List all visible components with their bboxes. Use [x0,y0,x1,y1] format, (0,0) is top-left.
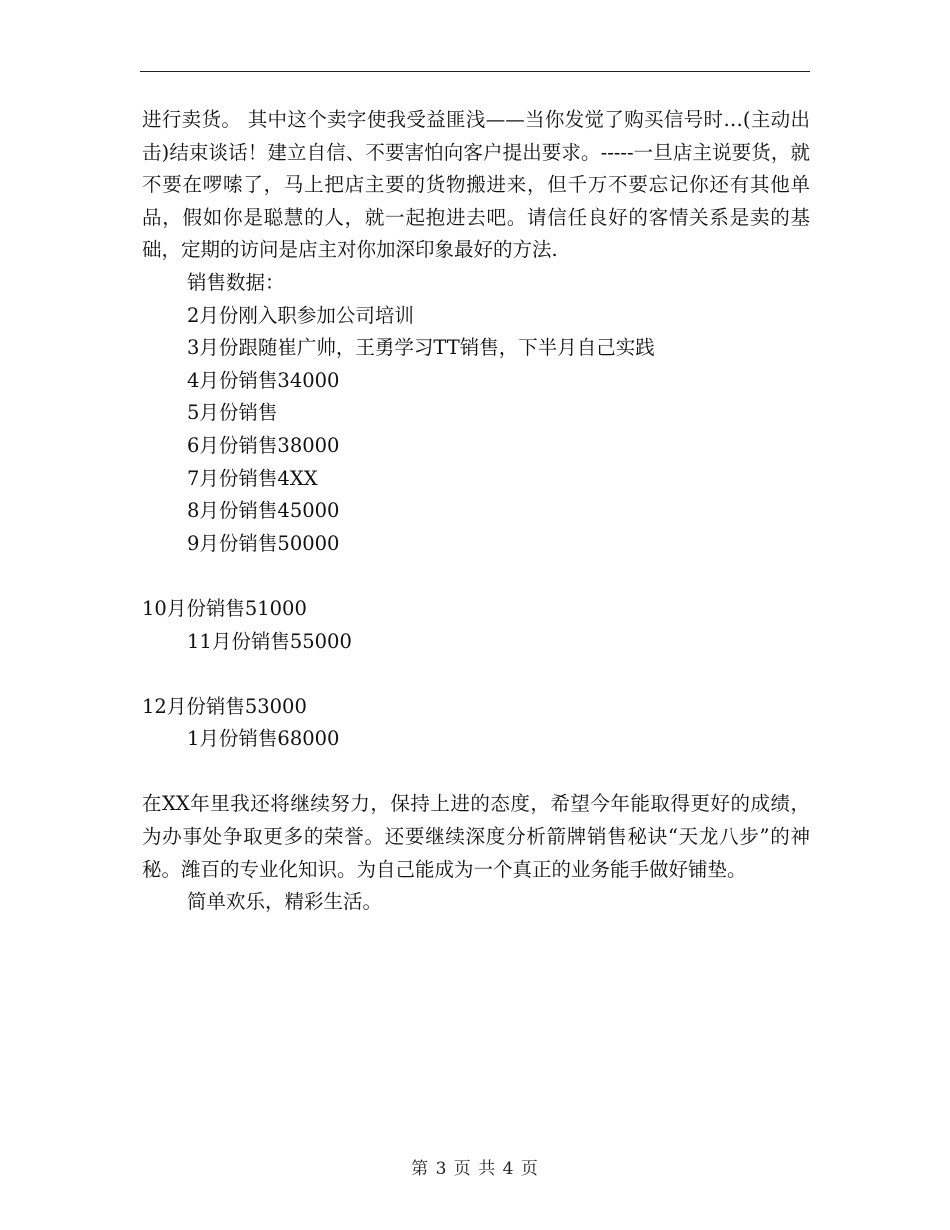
sales-line-october: 10月份销售51000 [142,596,307,620]
page-number-footer: 第 3 页 共 4 页 [411,1159,539,1179]
sales-line: 9月份销售50000 [187,531,340,555]
sales-line-january: 1月份销售68000 [187,727,340,751]
sales-list [142,300,810,561]
sales-line: 8月份销售45000 [187,499,340,523]
sales-line: 2月份刚入职参加公司培训 [187,303,414,327]
sales-line: 7月份销售4XX [187,466,318,490]
motto: 简单欢乐，精彩生活。 [187,890,383,914]
intro-paragraph: 进行卖货。 其中这个卖字使我受益匪浅——当你发觉了购买信号时…(主动出击)结束谈话！建立自信、不要害怕向客户提出要求。-----一旦店主说要货，就不要在啰嗦了，马上把店主要的货物搬进来，但千万不要忘记你还有其他单品，假如你是聪慧的人，就一起抱进去吧。请信任良好的客情关系是卖的基础，定期的访问是店主对你加深印象最好的方法. [142,108,810,262]
sales-line-december: 12月份销售53000 [142,694,307,718]
header-rule [140,71,810,72]
sales-line: 6月份销售38000 [187,433,340,457]
sales-line: 4月份销售34000 [187,368,340,392]
closing-paragraph: 在XX年里我还将继续努力，保持上进的态度，希望今年能取得更好的成绩，为办事处争取更多的荣誉。还要继续深度分析箭牌销售秘诀“天龙八步”的神秘。潍百的专业化知识。为自己能成为一个真正的业务能手做好铺垫。 [142,792,810,881]
sales-line: 5月份销售 [187,401,278,425]
sales-line-november: 11月份销售55000 [187,629,352,653]
document-body [142,104,810,919]
sales-heading: 销售数据： [187,270,285,294]
sales-line: 3月份跟随崔广帅，王勇学习TT销售，下半月自己实践 [187,336,655,360]
